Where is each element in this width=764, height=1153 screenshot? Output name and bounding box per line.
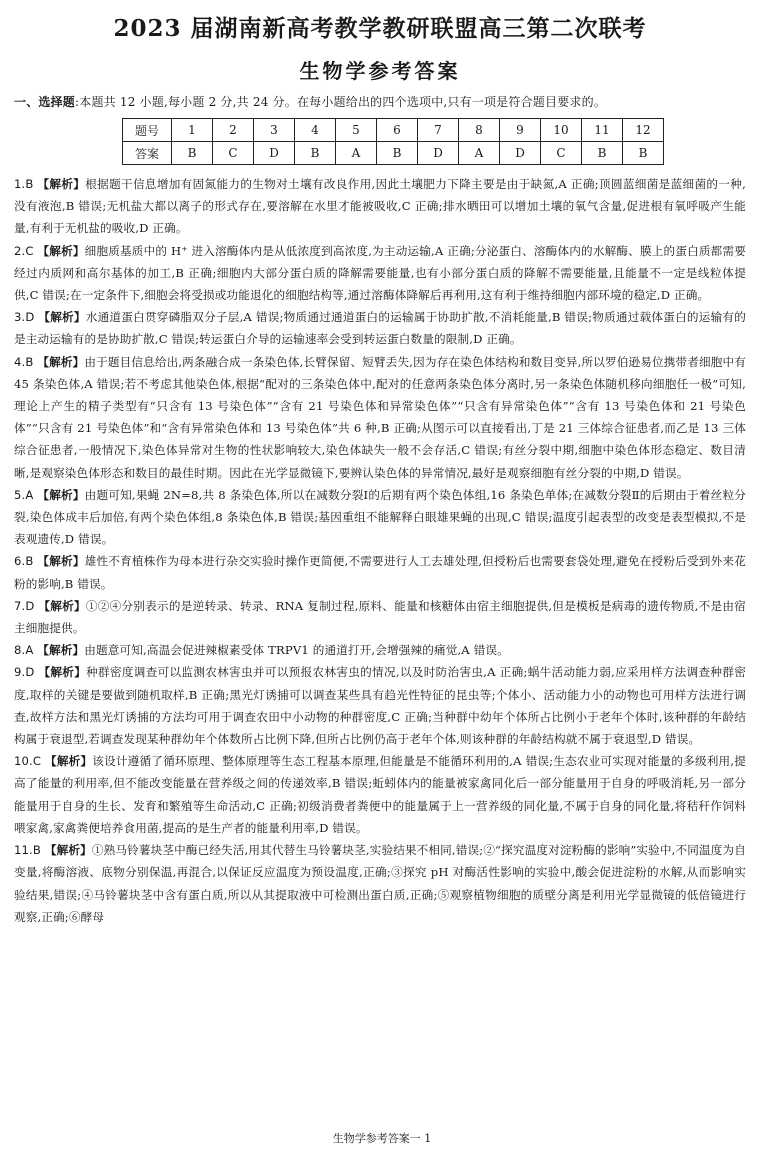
question-number-cell: 5 <box>336 119 377 142</box>
explanation-list <box>14 173 746 928</box>
answer-cell: D <box>254 142 295 165</box>
answer-cell: C <box>213 142 254 165</box>
explanation-text: 由题可知,果蝇 2N=8,共 8 条染色体,所以在减数分裂Ⅰ的后期有两个染色体组,16 条染色单体;在减数分裂Ⅱ的后期由于着丝粒分裂,染色体成丰后加倍,有两个染色体组,8 条染色体,B 错误;基因重组不能解释白眼雄果蝇的出现,C 错误;温度引起表型的改变是表型模拟,不是表观遗传,D 错误。 <box>14 487 747 547</box>
question-number-cell: 2 <box>213 119 254 142</box>
question-number-cell: 12 <box>623 119 664 142</box>
explanation-item <box>14 595 746 639</box>
explanation-item <box>14 484 746 551</box>
answer-cell: D <box>418 142 459 165</box>
answer-cell: A <box>336 142 377 165</box>
section-instructions: :本题共 12 小题,每小题 2 分,共 24 分。在每小题给出的四个选项中,只有一项是符合题目要求的。 <box>75 95 606 109</box>
explanation-text: 根据题干信息增加有固氮能力的生物对土壤有改良作用,因此土壤肥力下降主要是由于缺氮,A 正确;顶圆蓝细菌是蓝细菌的一种,没有液泡,B 错误;无机盐大都以离子的形式存在,要溶解在水里才能被吸收,C 正确;排水晒田可以增加土壤的氧气含量,促进根有氧呼吸产生能量,有利于无机盐的吸收,D 正确。 <box>14 177 747 236</box>
explanation-item <box>14 639 746 661</box>
question-answer-label: 7.D <box>14 598 35 613</box>
analysis-tag: 【解析】 <box>37 243 85 258</box>
answer-cell: B <box>623 142 664 165</box>
question-number-cell: 3 <box>254 119 295 142</box>
analysis-tag: 【解析】 <box>37 354 85 369</box>
question-number-cell: 10 <box>541 119 582 142</box>
question-answer-label: 1.B <box>14 177 34 191</box>
question-answer-label: 4.B <box>14 354 34 369</box>
question-number-cell: 6 <box>377 119 418 142</box>
analysis-tag: 【解析】 <box>37 177 86 191</box>
page-subtitle: 生物学参考答案 <box>299 59 461 83</box>
explanation-item <box>14 661 746 750</box>
answer-cell: B <box>172 142 213 165</box>
question-answer-label: 10.C <box>14 754 42 769</box>
answer-cell: D <box>500 142 541 165</box>
question-answer-label: 11.B <box>14 843 41 858</box>
table-header-cell: 题号 <box>123 119 172 142</box>
explanation-text: 雄性不育植株作为母本进行杂交实验时操作更简便,不需要进行人工去雄处理,但授粉后也需要套袋处理,避免在授粉后受到外来花粉的影响,B 错误。 <box>14 554 746 591</box>
answer-cell: B <box>377 142 418 165</box>
answer-table-number-row <box>123 119 664 142</box>
table-header-cell: 答案 <box>123 142 172 165</box>
explanation-item <box>14 306 746 350</box>
answer-cell: A <box>459 142 500 165</box>
page-footer: 生物学参考答案一 1 <box>332 1132 432 1145</box>
analysis-tag: 【解析】 <box>37 643 85 658</box>
explanation-text: ①②④分别表示的是逆转录、转录、RNA 复制过程,原料、能量和核糖体由宿主细胞提供,但是模板是病毒的遗传物质,不是由宿主细胞提供。 <box>14 598 746 636</box>
analysis-tag: 【解析】 <box>44 843 92 858</box>
question-number-cell: 1 <box>172 119 213 142</box>
answer-table <box>122 118 664 165</box>
question-number-cell: 4 <box>295 119 336 142</box>
answer-cell: B <box>582 142 623 165</box>
question-answer-label: 8.A <box>14 643 34 658</box>
question-number-cell: 11 <box>582 119 623 142</box>
explanation-item <box>14 240 746 307</box>
explanation-text: 由于题目信息给出,两条融合成一条染色体,长臂保留、短臂丢失,因为存在染色体结构和数目变异,所以罗伯逊易位携带者细胞中有 45 条染色体,A 错误;若不考虑其他染色体,根据“配对的三条染色体中,配对的任意两条染色体分离时,另一条染色体随机移向细胞任一极”可知,理论上产生的精子类型有“只含有 13 号染色体”“含有 21 号染色体和异常染色体”“只含有异常染色体”“含有 13 号染色体和 21 号染色体”“只含有 21 号染色体”和“含有异常染色体和 13 号染色体”共 6 种,B 正确;从图示可以直接看出,丁是 21 三体综合征患者,而乙是 13 三体综合征患者,一般情况下,染色体异常对生物的性状影响较大,染色体缺失一般不会存活,C 错误;有丝分裂中期,细胞中染色体形态稳定、数目清晰,是观察染色体形态和数目的最佳时期。因此在光学显微镜下,要辨认染色体的异常情况,最好是观察细胞有丝分裂的中期,D 错误。 <box>14 354 746 480</box>
answer-table-answer-row <box>123 142 664 165</box>
analysis-tag: 【解析】 <box>37 487 85 502</box>
section-heading <box>14 94 746 110</box>
explanation-item <box>14 750 746 839</box>
analysis-tag: 【解析】 <box>38 665 87 680</box>
section-label: 一、选择题 <box>14 95 76 109</box>
explanation-item <box>14 839 746 928</box>
explanation-text: 水通道蛋白贯穿磷脂双分子层,A 错误;物质通过通道蛋白的运输属于协助扩散,不消耗能量,B 错误;物质通过载体蛋白的运输有的是主动运输有的是协助扩散,C 错误;转运蛋白介导的运输速率会受到转运蛋白数量的限制,D 正确。 <box>14 310 746 347</box>
explanation-text: 细胞质基质中的 H⁺ 进入溶酶体内是从低浓度到高浓度,为主动运输,A 正确;分泌蛋白、溶酶体内的水解酶、膜上的蛋白质都需要经过内质网和高尔基体的加工,B 正确;细胞内大部分蛋白质的降解需要能量,也有小部分蛋白质的降解不需要能量,且能量不一定是线粒体提供,C 错误;在一定条件下,细胞会将受损或功能退化的细胞结构等,通过溶酶体降解后再利用,这有利于维持细胞内部环境的稳定,D 正确。 <box>14 243 747 303</box>
question-number-cell: 9 <box>500 119 541 142</box>
explanation-text: ①熟马铃薯块茎中酶已经失活,用其代替生马铃薯块茎,实验结果不相同,错误;②“探究温度对淀粉酶的影响”实验中,不同温度为自变量,将酶溶液、底物分别保温,再混合,以保证反应温度为预设温度,正确;③探究 pH 对酶活性影响的实验中,酸会促进淀粉的水解,从而影响实验结果,错误;④马铃薯块茎中含有蛋白质,所以从其提取液中可检测出蛋白质,正确;⑤观察植物细胞的质壁分离是利用光学显微镜的低倍镜进行观察,正确;⑥酵母 <box>14 843 746 924</box>
explanation-item <box>14 351 746 484</box>
explanation-text: 该设计遵循了循环原理、整体原理等生态工程基本原理,但能量是不能循环利用的,A 错误;生态农业可实现对能量的多级利用,提高了能量的利用率,但不能改变能量在营养级之间的传递效率,B 错误;蚯蚓体内的能量被家禽同化后一部分能量用于自身的呼吸消耗,另一部分能量用于自身的生长、发育和繁殖等生命活动,C 正确;初级消费者粪便中的能量属于上一营养级的同化量,不属于自身的同化量,将秸秆作饲料喂家禽,家禽粪便培养食用菌,提高的是生产者的能量利用率,D 错误。 <box>14 754 746 835</box>
answer-cell: B <box>295 142 336 165</box>
explanation-item <box>14 173 746 240</box>
question-answer-label: 3.D <box>14 310 35 325</box>
question-number-cell: 8 <box>459 119 500 142</box>
explanation-text: 种群密度调查可以监测农林害虫并可以预报农林害虫的情况,以及时防治害虫,A 正确;蜗牛活动能力弱,应采用样方法调查种群密度,取样的关键是要做到随机取样,B 正确;黑光灯诱捕可以调查某些具有趋光性特征的昆虫等;个体小、活动能力小的动物也可用样方法进行调查,故样方法和黑光灯诱捕的方法均可用于调查农田中小动物的种群密度,C 正确;当种群中幼年个体所占比例小于老年个体时,该种群的年龄结构属于衰退型,若调查发现某种群幼年个体数所占比例下降,但所占比例仍高于老年个体,则该种群的年龄结构就不属于衰退型,D 错误。 <box>14 665 746 747</box>
explanation-item <box>14 550 746 594</box>
analysis-tag: 【解析】 <box>38 310 86 325</box>
analysis-tag: 【解析】 <box>38 598 86 613</box>
page-title: 2023 届湖南新高考教学教研联盟高三第二次联考 <box>113 15 647 42</box>
question-answer-label: 6.B <box>14 554 34 569</box>
analysis-tag: 【解析】 <box>45 754 93 769</box>
question-answer-label: 5.A <box>14 487 34 502</box>
question-answer-label: 9.D <box>14 665 35 680</box>
question-answer-label: 2.C <box>14 243 34 258</box>
analysis-tag: 【解析】 <box>37 554 85 569</box>
question-number-cell: 7 <box>418 119 459 142</box>
answer-cell: C <box>541 142 582 165</box>
explanation-text: 由题意可知,高温会促进辣椒素受体 TRPV1 的通道打开,会增强辣的痛觉,A 错误。 <box>84 643 509 658</box>
